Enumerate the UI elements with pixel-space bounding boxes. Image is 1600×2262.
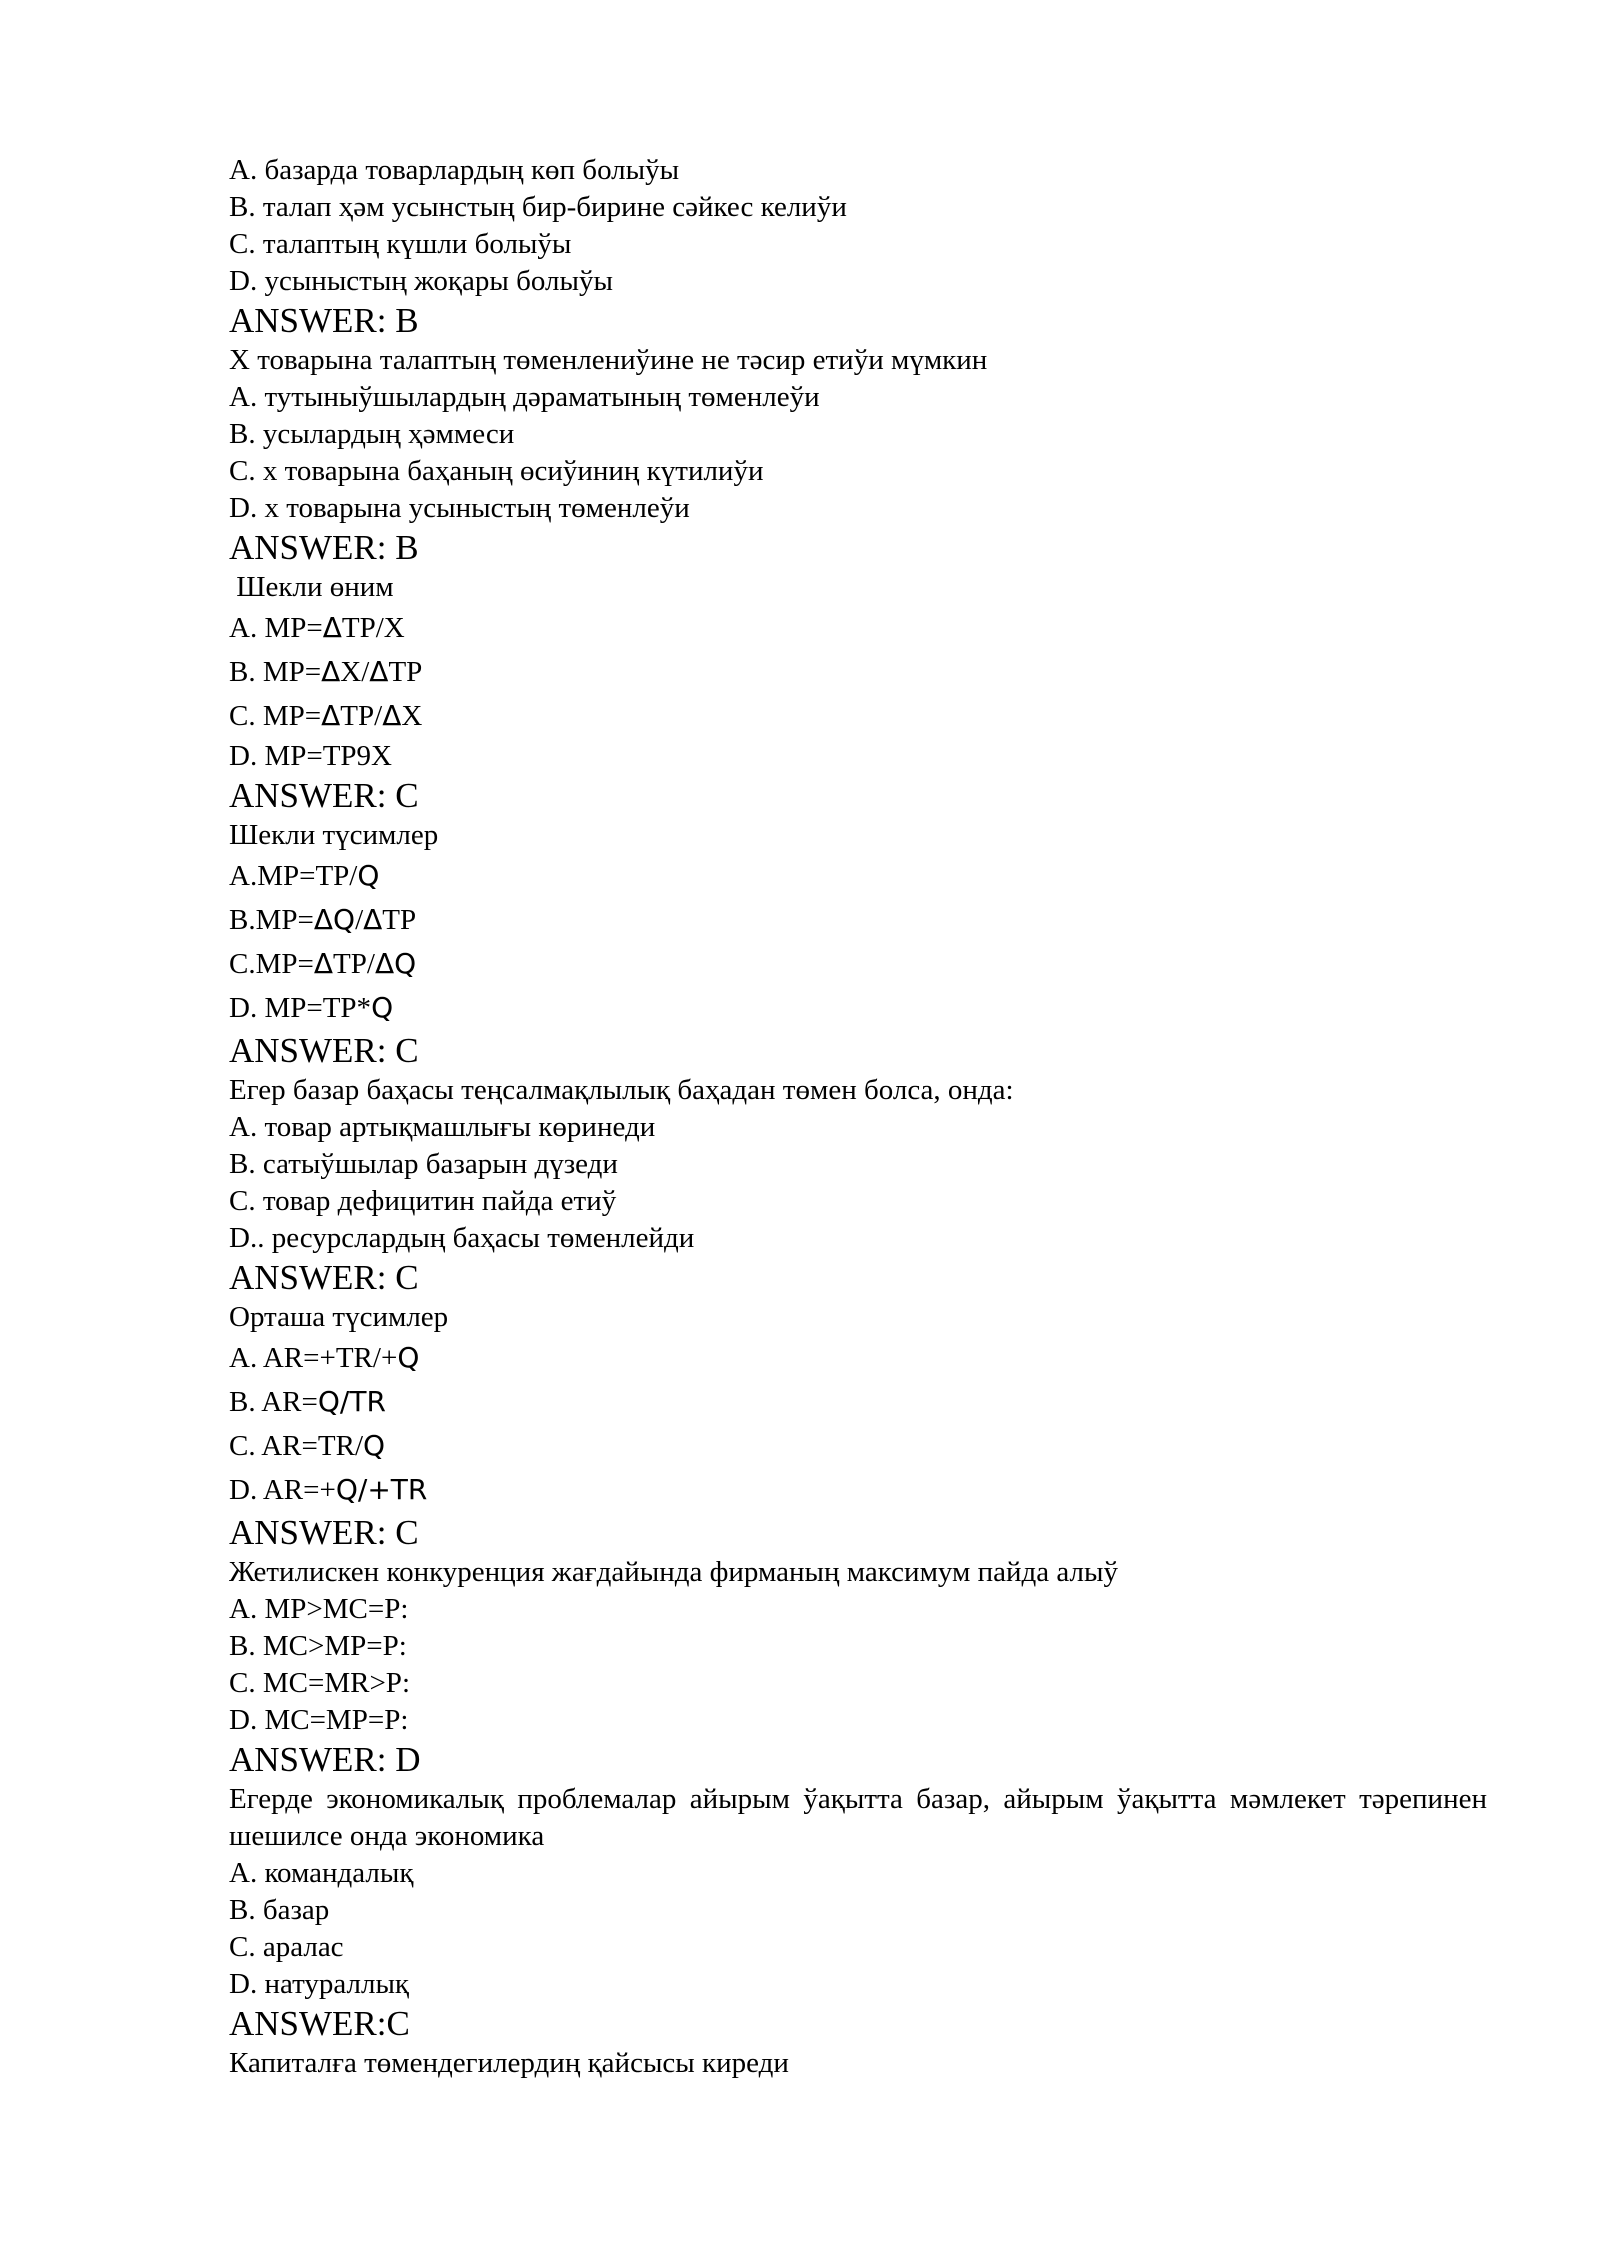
text-fragment: TP/ — [333, 948, 375, 980]
text-fragment: A. MP= — [229, 612, 323, 644]
question-text: Егерде экономикалық проблемалар айырым ўақытта базар, айырым ўақытта мәмлекет тәрепинен шешилсе онда экономика — [229, 1783, 1487, 1852]
option-line — [229, 1380, 1487, 1424]
question-text: Жетилискен конкуренция жағдайында фирманың максимум пайда алыў — [229, 1556, 1119, 1588]
question-text: Капиталға төмендегилердиң қайсысы киреди — [229, 2047, 789, 2079]
text-fragment: D. MP=TP* — [229, 992, 372, 1024]
option-line — [229, 1468, 1487, 1512]
answer-line: ANSWER: B — [229, 528, 419, 567]
option-line — [229, 854, 1487, 898]
text-fragment: Δ — [321, 699, 341, 732]
option-line — [229, 694, 1487, 738]
option-line: A. MP>MC=P: — [229, 1593, 409, 1625]
answer-line: ANSWER: C — [229, 1031, 419, 1070]
option-line — [229, 606, 1487, 650]
text-fragment: TP — [382, 904, 417, 936]
text-fragment: ΔQ — [374, 947, 417, 980]
option-line: D. MC=MP=P: — [229, 1704, 409, 1736]
text-fragment: Δ — [321, 655, 341, 688]
text-fragment: TP/ — [340, 700, 383, 732]
option-line — [229, 942, 1487, 986]
option-line — [229, 1336, 1487, 1380]
option-line: B. талап ҳәм усынстың бир-бирине сәйкес келиўи — [229, 191, 847, 223]
text-fragment: A.MP=TP/ — [229, 860, 358, 892]
option-line: C. MC=MR>P: — [229, 1667, 410, 1699]
text-fragment: B.MP= — [229, 904, 314, 936]
text-fragment: TP/X — [341, 612, 405, 644]
text-fragment: A. AR=+TR/+ — [229, 1342, 398, 1374]
option-line: C. х товарына баҳаның өсиўиниң күтилиўи — [229, 455, 764, 487]
option-line — [229, 898, 1487, 942]
option-line: B. усылардың ҳәммеси — [229, 418, 515, 450]
text-fragment: B. MP= — [229, 656, 322, 688]
option-line: D. усыныстың жоқары болыўы — [229, 265, 613, 297]
option-line — [229, 650, 1487, 694]
text-fragment: Q — [363, 1429, 386, 1462]
text-fragment: Δ — [382, 699, 402, 732]
text-fragment: TP — [388, 656, 423, 688]
question-text: Шекли өним — [229, 571, 394, 603]
text-fragment: ΔQ — [313, 903, 356, 936]
option-line: D.. ресурслардың баҳасы төменлейди — [229, 1222, 695, 1254]
text-fragment: Q — [397, 1341, 420, 1374]
text-fragment: Q/TR — [317, 1385, 386, 1418]
question-text: Х товарына талаптың төменлениўине не тәсир етиўи мүмкин — [229, 344, 988, 376]
answer-line: ANSWER: C — [229, 1513, 419, 1552]
answer-line: ANSWER: C — [229, 776, 419, 815]
option-line: D. натураллық — [229, 1968, 410, 2000]
answer-line: ANSWER: B — [229, 301, 419, 340]
text-fragment: X — [401, 700, 423, 732]
text-fragment: X/ — [340, 656, 370, 688]
text-fragment: C. AR=TR/ — [229, 1430, 363, 1462]
question-text: Орташа түсимлер — [229, 1301, 449, 1333]
option-line: B. MC>MP=P: — [229, 1630, 407, 1662]
option-line — [229, 986, 1487, 1030]
text-fragment: D. AR=+ — [229, 1474, 336, 1506]
text-fragment: Q — [371, 991, 394, 1024]
option-line: D. х товарына усыныстың төменлеўи — [229, 492, 690, 524]
option-line: C. товар дефицитин пайда етиў — [229, 1185, 617, 1217]
text-fragment: B. AR= — [229, 1386, 318, 1418]
option-line: B. базар — [229, 1894, 330, 1926]
text-fragment: Δ — [313, 947, 334, 980]
option-line: D. MP=TP9X — [229, 740, 392, 772]
question-text: Егер базар баҳасы теңсалмақлылық баҳадан төмен болса, онда: — [229, 1074, 1014, 1106]
option-line — [229, 1424, 1487, 1468]
option-line: C. талаптың күшли болыўы — [229, 228, 572, 260]
text-fragment: / — [355, 904, 364, 936]
answer-line: ANSWER: D — [229, 1740, 421, 1779]
text-fragment: C.MP= — [229, 948, 314, 980]
option-line: A. базарда товарлардың көп болыўы — [229, 154, 680, 186]
text-fragment: Δ — [322, 611, 342, 644]
option-line: C. аралас — [229, 1931, 344, 1963]
option-line: A. командалық — [229, 1857, 414, 1889]
option-line: A. товар артықмашлығы көринеди — [229, 1111, 656, 1143]
text-fragment: Δ — [369, 655, 389, 688]
document-page — [229, 152, 1487, 2082]
question-text: Шекли түсимлер — [229, 819, 439, 851]
option-line: A. тутыныўшылардың дәраматының төменлеўи — [229, 381, 820, 413]
answer-line: ANSWER: C — [229, 1258, 419, 1297]
option-line: B. сатыўшылар базарын дүзеди — [229, 1148, 618, 1180]
text-fragment: Δ — [363, 903, 383, 936]
answer-line: ANSWER:C — [229, 2004, 410, 2043]
text-fragment: Q — [357, 859, 380, 892]
text-fragment: Q/+TR — [335, 1473, 428, 1506]
text-fragment: C. MP= — [229, 700, 322, 732]
